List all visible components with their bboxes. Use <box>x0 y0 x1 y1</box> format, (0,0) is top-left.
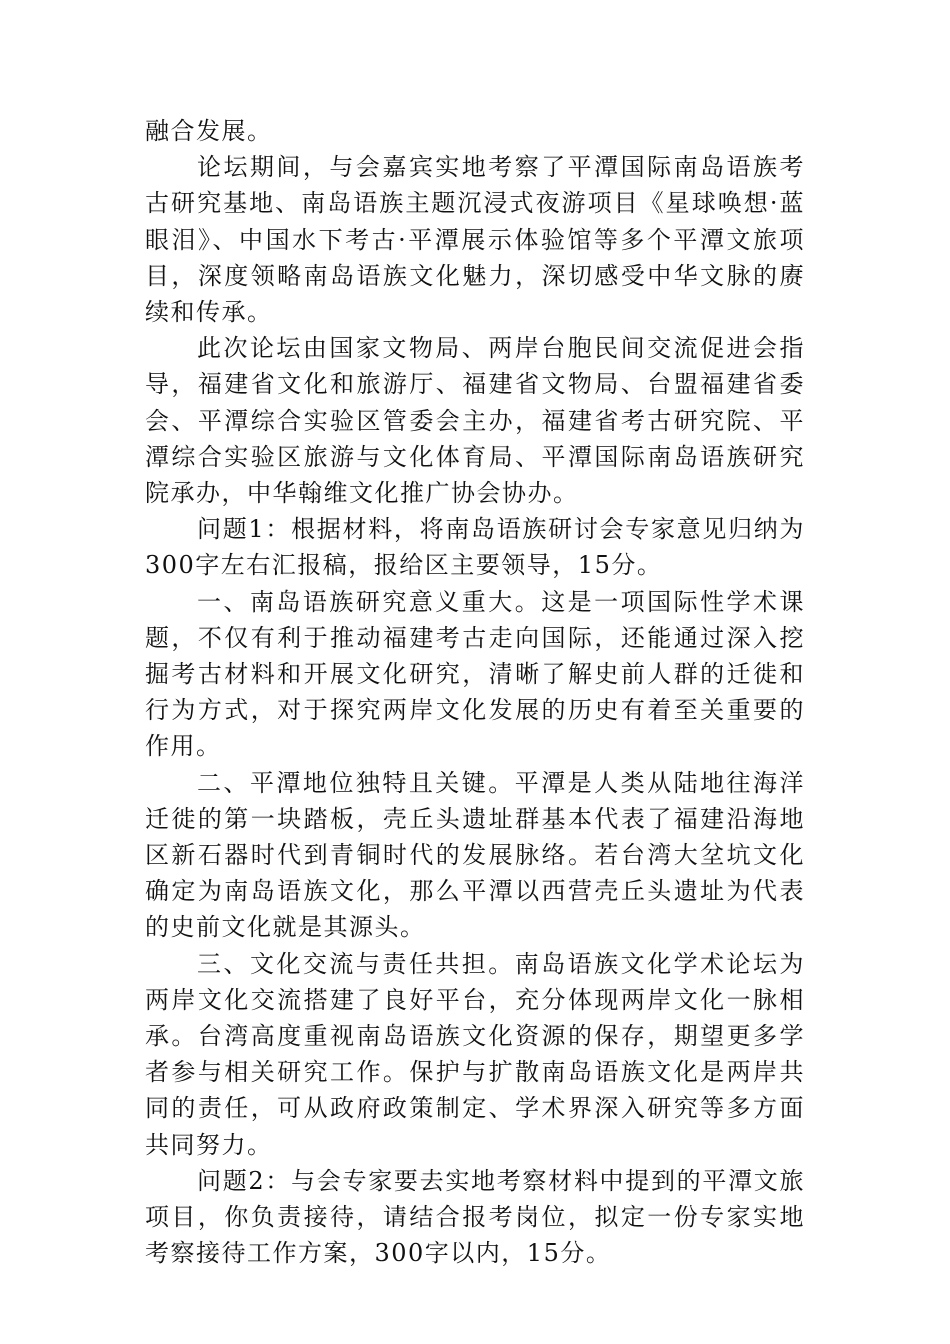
answer-point-1: 一、南岛语族研究意义重大。这是一项国际性学术课题，不仅有利于推动福建考古走向国际，还能通过深入挖掘考古材料和开展文化研究，清晰了解史前人群的迁徙和行为方式，对于探究两岸文化发展的历史有着至关重要的作用。 <box>145 587 805 761</box>
question-2: 问题2：与会专家要去实地考察材料中提到的平潭文旅项目，你负责接待，请结合报考岗位，拟定一份专家实地考察接待工作方案，300字以内，15分。 <box>145 1166 805 1268</box>
paragraph-continuation: 融合发展。 <box>145 117 273 145</box>
paragraph-forum-organizers: 此次论坛由国家文物局、两岸台胞民间交流促进会指导，福建省文化和旅游厅、福建省文物局、台盟福建省委会、平潭综合实验区管委会主办，福建省考古研究院、平潭综合实验区旅游与文化体育局、平潭国际南岛语族研究院承办，中华翰维文化推广协会协办。 <box>145 334 805 508</box>
question-1: 问题1：根据材料，将南岛语族研讨会专家意见归纳为300字左右汇报稿，报给区主要领导，15分。 <box>145 515 805 580</box>
answer-point-2: 二、平潭地位独特且关键。平潭是人类从陆地往海洋迁徙的第一块踏板，壳丘头遗址群基本代表了福建沿海地区新石器时代到青铜时代的发展脉络。若台湾大坌坑文化确定为南岛语族文化，那么平潭以西营壳丘头遗址为代表的史前文化就是其源头。 <box>145 768 805 942</box>
answer-point-3: 三、文化交流与责任共担。南岛语族文化学术论坛为两岸文化交流搭建了良好平台，充分体现两岸文化一脉相承。台湾高度重视南岛语族文化资源的保存，期望更多学者参与相关研究工作。保护与扩散南岛语族文化是两岸共同的责任，可从政府政策制定、学术界深入研究等多方面共同努力。 <box>145 949 805 1159</box>
document-body <box>145 113 805 1272</box>
paragraph-forum-visit: 论坛期间，与会嘉宾实地考察了平潭国际南岛语族考古研究基地、南岛语族主题沉浸式夜游项目《星球唤想·蓝眼泪》、中国水下考古·平潭展示体验馆等多个平潭文旅项目，深度领略南岛语族文化魅力，深切感受中华文脉的赓续和传承。 <box>145 153 805 327</box>
